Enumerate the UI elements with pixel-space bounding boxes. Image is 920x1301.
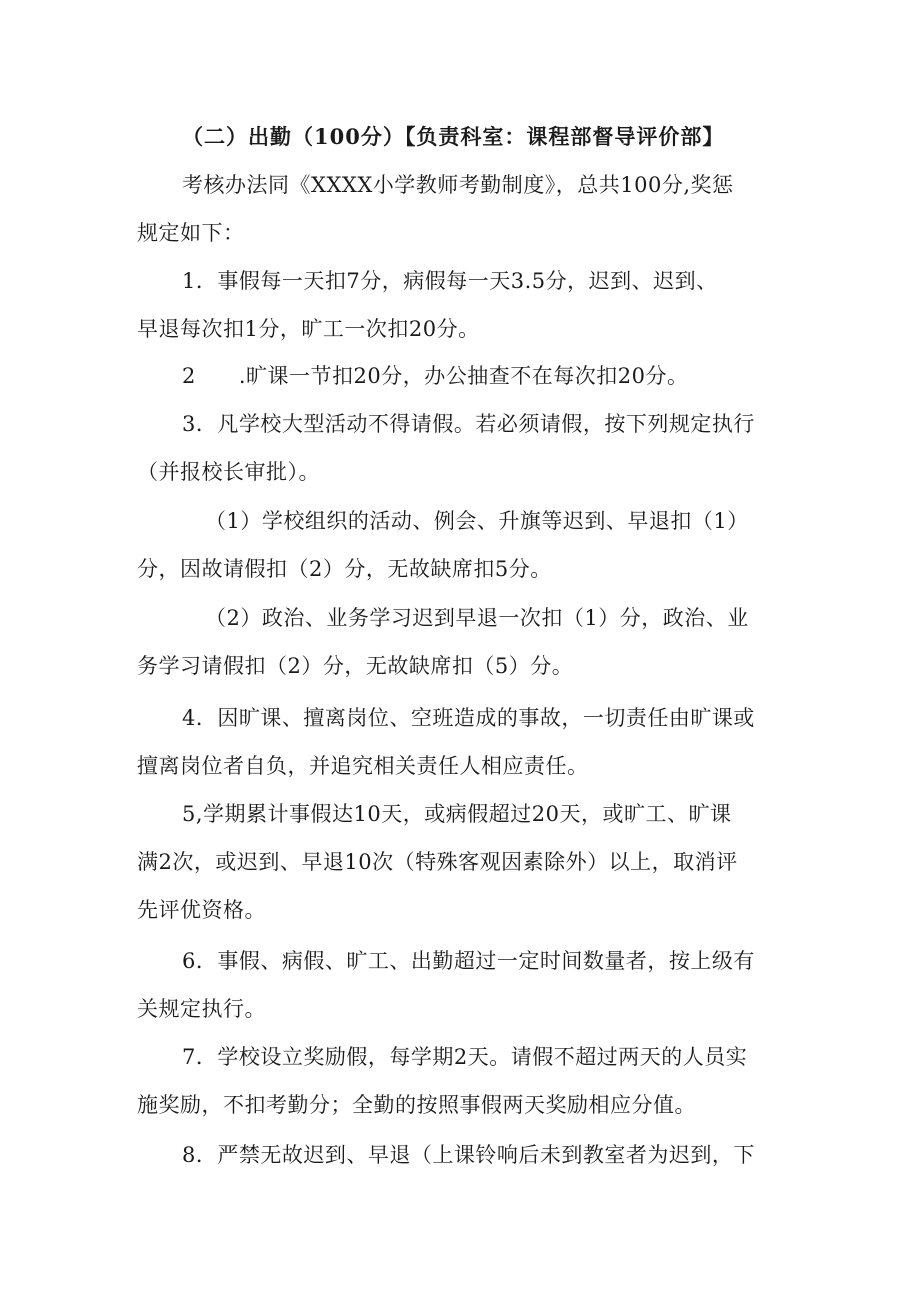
paragraph-line: 早退每次扣1分，旷工一次扣20分。 [137, 317, 480, 341]
paragraph-line: 满2次，或迟到、早退10次（特殊客观因素除外）以上，取消评 [137, 850, 738, 874]
paragraph-line: 分，因故请假扣（2）分，无故缺席扣5分。 [137, 557, 552, 581]
paragraph-line: 规定如下： [137, 221, 245, 245]
paragraph-line: 2 .旷课一节扣20分，办公抽查不在每次扣20分。 [182, 364, 689, 388]
paragraph-line: 务学习请假扣（2）分，无故缺席扣（5）分。 [137, 654, 574, 678]
paragraph-line: 5,学期累计事假达10天，或病假超过20天，或旷工、旷课 [182, 802, 732, 826]
paragraph-line: （并报校长审批）。 [137, 460, 320, 484]
paragraph-line: 7．学校设立奖励假，每学期2天。请假不超过两天的人员实 [182, 1045, 748, 1069]
paragraph-line: 6．事假、病假、旷工、出勤超过一定时间数量者，按上级有 [182, 949, 755, 973]
paragraph-line: 考核办法同《XXXX小学教师考勤制度》，总共100分,奖惩 [182, 173, 734, 197]
paragraph-line: 8．严禁无故迟到、早退（上课铃响后未到教室者为迟到，下 [182, 1143, 755, 1167]
paragraph-line: 关规定执行。 [137, 997, 266, 1021]
paragraph-line: 1．事假每一天扣7分，病假每一天3.5分，迟到、迟到、 [182, 269, 718, 293]
section-heading: （二）出勤（100分）【负责科室：课程部督导评价部】 [182, 124, 725, 149]
paragraph-line: 施奖励，不扣考勤分；全勤的按照事假两天奖励相应分值。 [137, 1093, 696, 1117]
paragraph-line: 先评优资格。 [137, 898, 266, 922]
paragraph-line: （2）政治、业务学习迟到早退一次扣（1）分，政治、业 [205, 606, 749, 630]
paragraph-line: 3．凡学校大型活动不得请假。若必须请假，按下列规定执行 [182, 412, 755, 436]
paragraph-line: 擅离岗位者自负，并追究相关责任人相应责任。 [137, 754, 589, 778]
paragraph-line: 4．因旷课、擅离岗位、空班造成的事故，一切责任由旷课或 [182, 706, 755, 730]
paragraph-line: （1）学校组织的活动、例会、升旗等迟到、早退扣（1） [205, 509, 749, 533]
